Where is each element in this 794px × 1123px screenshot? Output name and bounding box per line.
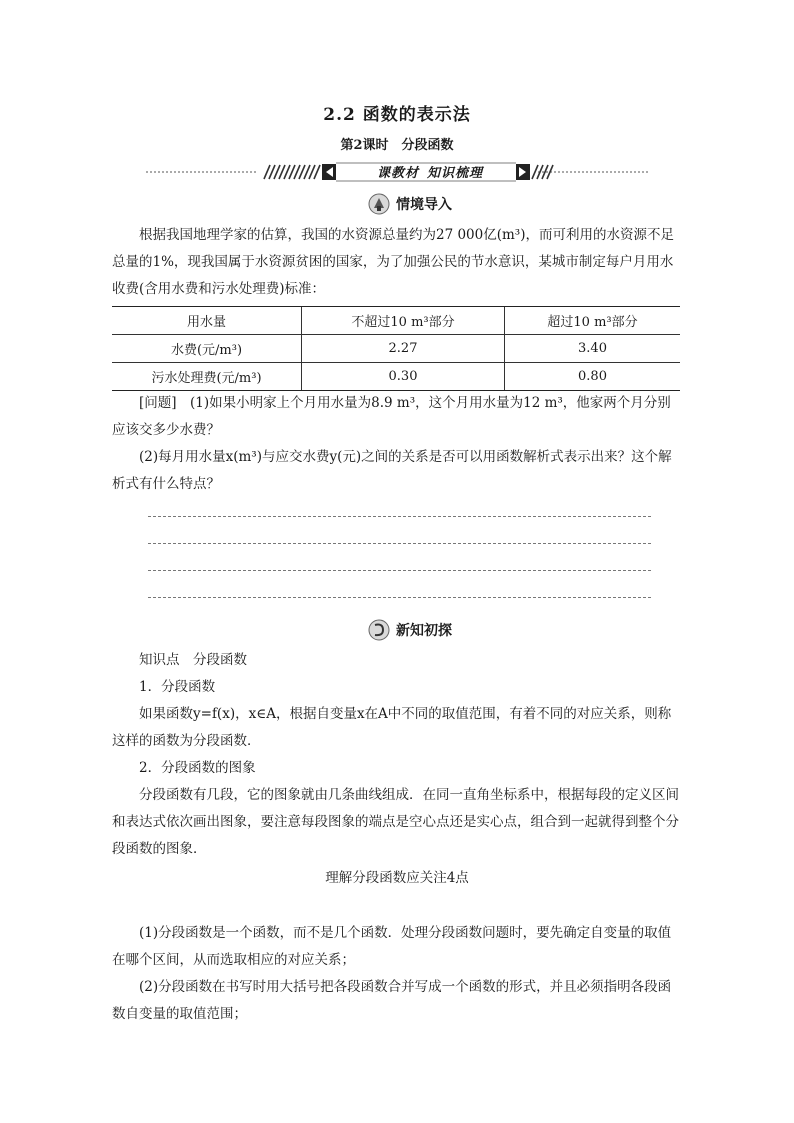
knowledge-heading-text: 新知初探 xyxy=(396,623,452,639)
question-1: [问题] (1)如果小明家上个月用水量为8.9 m³，这个月用水量为12 m³，他家两个月分别应该交多少水费？ xyxy=(112,395,671,438)
table-cell: 0.80 xyxy=(505,363,681,391)
question-2: (2)每月用水量x(m³)与应交水费y(元)之间的关系是否可以用函数解析式表示出来？这个解析式有什么特点？ xyxy=(112,449,672,492)
item2-title: 2．分段函数的图象 xyxy=(139,760,256,776)
banner-left-stripes xyxy=(258,163,336,181)
intro-heading-text: 情境导入 xyxy=(396,197,452,213)
table-cell: 2.27 xyxy=(302,335,505,363)
item1-text: 如果函数y=f(x)，x∈A，根据自变量x在A中不同的取值范围，有着不同的对应关系，则称这样的函数为分段函数． xyxy=(112,706,672,749)
intro-paragraph: 根据我国地理学家的估算，我国的水资源总量约为27 000亿(m³)，而可利用的水资源不足总量的1%，现我国属于水资源贫困的国家，为了加强公民的节水意识，某城市制定每户月用水收费(含用水费和污水处理费)标准： xyxy=(112,227,674,297)
table-cell: 水费(元/m³) xyxy=(112,335,302,363)
table-header-cell: 用水量 xyxy=(112,307,302,335)
fee-table xyxy=(112,306,680,391)
table-header-cell: 超过10 m³部分 xyxy=(505,307,681,335)
page-title: 2.2 函数的表示法 xyxy=(323,105,471,125)
table-header-cell: 不超过10 m³部分 xyxy=(302,307,505,335)
banner-label-left: 课教材 xyxy=(376,165,419,181)
table-row xyxy=(112,363,680,391)
item2-text: 分段函数有几段，它的图象就由几条曲线组成．在同一直角坐标系中，根据每段的定义区间和表达式依次画出图象，要注意每段图象的端点是空心点还是实心点，组合到一起就得到整个分段函数的图象． xyxy=(112,787,679,857)
item1-title: 1．分段函数 xyxy=(139,679,216,695)
lesson-subtitle: 第2课时 分段函数 xyxy=(340,138,454,153)
answer-line xyxy=(148,597,651,598)
table-cell: 污水处理费(元/m³) xyxy=(112,363,302,391)
knowledge-icon xyxy=(368,619,390,641)
table-row xyxy=(112,335,680,363)
note-1: (1)分段函数是一个函数，而不是几个函数．处理分段函数问题时，要先确定自变量的取值在哪个区间，从而选取相应的对应关系； xyxy=(112,925,672,968)
knowledge-heading xyxy=(368,617,452,643)
note-title: 理解分段函数应关注4点 xyxy=(325,870,469,886)
knowledge-point-title: 知识点 分段函数 xyxy=(139,652,247,668)
table-header-row xyxy=(112,307,680,335)
banner-label xyxy=(340,161,520,181)
answer-line xyxy=(148,570,651,571)
note-2: (2)分段函数在书写时用大括号把各段函数合并写成一个函数的形式，并且必须指明各段函数自变量的取值范围； xyxy=(112,979,672,1022)
scenario-icon xyxy=(368,193,390,215)
answer-line xyxy=(148,543,651,544)
answer-line xyxy=(148,516,651,517)
table-cell: 0.30 xyxy=(302,363,505,391)
table-cell: 3.40 xyxy=(505,335,681,363)
banner-label-right: 知识梳理 xyxy=(427,165,484,181)
intro-heading xyxy=(368,191,452,217)
